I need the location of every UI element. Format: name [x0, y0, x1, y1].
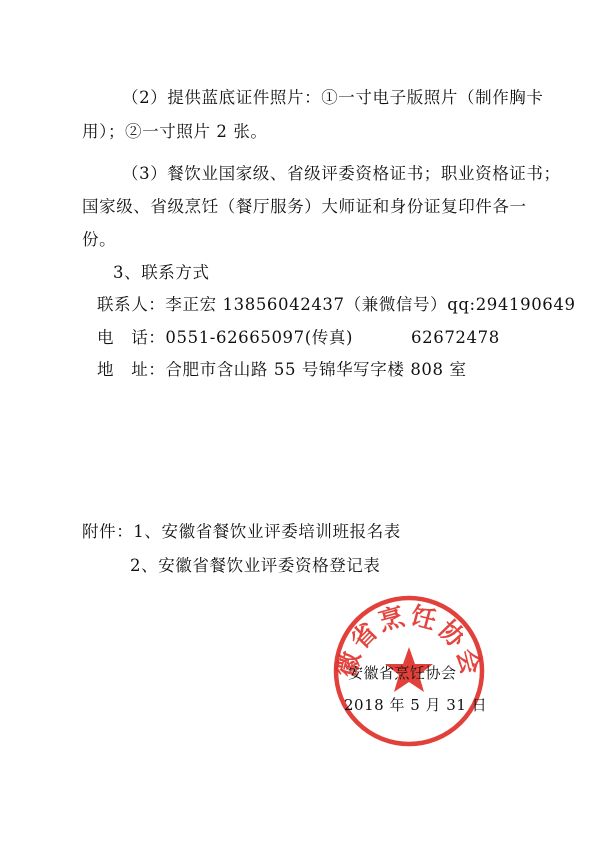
seal-text: 徽省烹饪协会	[331, 600, 487, 681]
signing-organization: 安徽省烹饪协会	[348, 664, 457, 682]
contact-phone-main: 电 话：0551-62665097(传真)	[97, 328, 354, 347]
requirement-certificates-line-cont: 国家级、省级烹饪（餐厅服务）大师证和身份证复印件各一	[82, 197, 527, 216]
attachment-2: 2、安徽省餐饮业评委资格登记表	[130, 556, 381, 575]
contact-person: 联系人：李正宏 13856042437（兼微信号）qq:294190649	[97, 295, 576, 314]
requirement-certificates-line: （3）餐饮业国家级、省级评委资格证书；职业资格证书；	[122, 164, 561, 183]
requirement-certificates-line-end: 份。	[82, 230, 117, 249]
signing-date: 2018 年 5 月 31 日	[344, 696, 488, 714]
attachment-1: 附件：1、安徽省餐饮业评委培训班报名表	[82, 522, 401, 541]
contact-phone-secondary: 62672478	[411, 328, 500, 347]
contact-phone	[97, 324, 500, 348]
contact-address: 地 址：合肥市含山路 55 号锦华写字楼 808 室	[97, 360, 467, 379]
requirement-photo-line: （2）提供蓝底证件照片：①一寸电子版照片（制作胸卡	[122, 88, 544, 107]
requirement-photo-line-cont: 用）；②一寸照片 2 张。	[82, 122, 268, 141]
contact-heading: 3、联系方式	[113, 263, 210, 282]
